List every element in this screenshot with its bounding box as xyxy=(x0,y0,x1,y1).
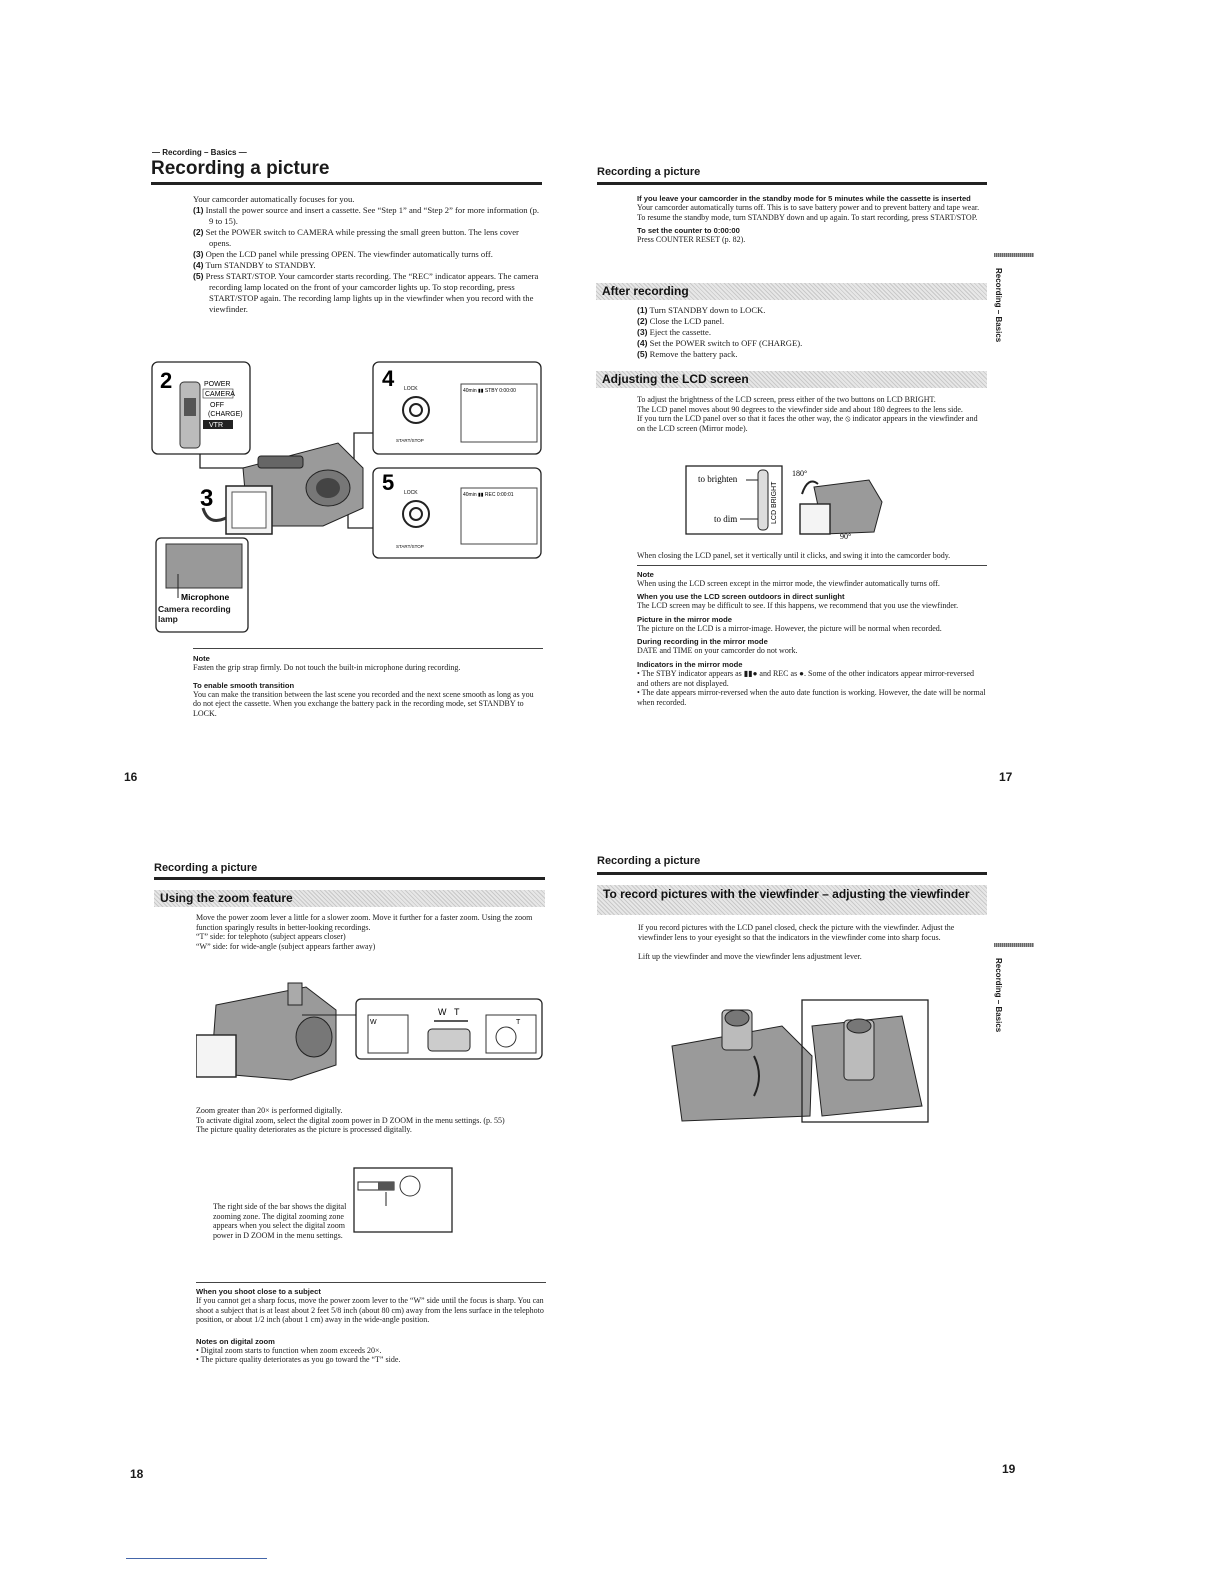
charge-label: (CHARGE) xyxy=(208,411,243,418)
side-tab-marker xyxy=(994,253,1034,257)
lock-label: LOCK xyxy=(404,490,418,496)
w-label: W xyxy=(370,1019,377,1026)
sun-heading: When you use the LCD screen outdoors in direct sunlight xyxy=(637,592,845,602)
mirror-heading: Picture in the mirror mode xyxy=(637,614,732,624)
digital-para: To activate digital zoom, select the digital zoom power in D ZOOM in the menu settings. (p. 55) xyxy=(196,1115,505,1125)
microphone-label: Microphone xyxy=(181,592,230,602)
power-switch-knob xyxy=(184,398,196,416)
page-number-16: 16 xyxy=(124,770,138,784)
note-rule xyxy=(637,565,987,566)
p16-notes xyxy=(193,650,543,718)
indicator-bullet: • The date appears mirror-reversed when the auto date function is working. However, the date will be normal when recorded. xyxy=(637,688,986,707)
bar-note: The right side of the bar shows the digital zooming zone. The digital zooming zone appears when you select the digital zoom power in D ZOOM in the menu settings. xyxy=(213,1202,347,1240)
lock-label: LOCK xyxy=(404,386,418,392)
p18-digital-text xyxy=(196,1106,546,1135)
lcd-bright-buttons xyxy=(758,470,768,530)
side-tab-marker xyxy=(994,943,1034,947)
t-label: T xyxy=(454,1007,460,1017)
mirror-rec-text: DATE and TIME on your camcorder do not work. xyxy=(637,646,798,656)
page-number-19: 19 xyxy=(1002,1462,1016,1476)
note-heading: Note xyxy=(193,654,210,663)
zoom-illustration xyxy=(196,975,546,1085)
startstop-label: START/STOP xyxy=(396,438,424,443)
intro-text: Your camcorder automatically focuses for you. xyxy=(193,194,355,204)
step4-number: 4 xyxy=(382,366,395,391)
viewfinder-illustration xyxy=(662,996,932,1126)
close-text: If you cannot get a sharp focus, move the power zoom lever to the “W” side until the focus is sharp. You can shoot a subject that is at least about 2 feet 5/8 inch (about 80 cm) away from the lens surface in the telephoto position, or about 1/2 inch (about 1 cm) away in the wide-angle position. xyxy=(196,1296,544,1325)
digital-zoom-box xyxy=(354,1168,452,1232)
lcd-para: If you turn the LCD panel over so that it faces the other way, the ⦸ indicator appears in the viewfinder and on the LCD screen (Mirror mode). xyxy=(637,414,978,433)
vtr-label: VTR xyxy=(209,422,223,429)
camera-label: CAMERA xyxy=(205,391,235,398)
standby-heading: If you leave your camcorder in the standby mode for 5 minutes while the cassette is inserted xyxy=(637,194,971,203)
close-heading: When you shoot close to a subject xyxy=(196,1287,321,1296)
step2-number: 2 xyxy=(160,368,173,393)
camcorder-front-detail xyxy=(166,544,242,588)
after-recording-band: After recording xyxy=(596,283,987,300)
digital-zoom-bar-illustration xyxy=(352,1166,456,1236)
viewfinder-para: Lift up the viewfinder and move the viewfinder lens adjustment lever. xyxy=(638,952,862,962)
counter-heading: To set the counter to 0:00:00 xyxy=(637,226,740,236)
camera-recording-lamp-label: Camera recording lamp xyxy=(158,604,231,624)
zoom-para: Move the power zoom lever a little for a slower zoom. Move it further for a faster zoom. Using the zoom function sparingly results in better-looking recordings. xyxy=(196,913,533,932)
closing-text: When closing the LCD panel, set it vertically until it clicks, and swing it into the camcorder body. xyxy=(637,551,951,560)
note-heading: Note xyxy=(637,569,654,579)
stby-osd: 40min ▮▮ STBY 0:00:00 xyxy=(463,388,516,394)
note-text: Fasten the grip strap firmly. Do not touch the built-in microphone during recording. xyxy=(193,663,461,672)
zoom-lever xyxy=(288,983,302,1005)
subject-face-icon xyxy=(400,1176,420,1196)
dim-label: to dim xyxy=(714,514,738,524)
digital-zoom-heading: Notes on digital zoom xyxy=(196,1336,275,1346)
page-title: Recording a picture xyxy=(151,158,330,179)
page-number-18: 18 xyxy=(130,1467,144,1481)
step3-number: 3 xyxy=(200,485,214,512)
step-item: (1) Install the power source and insert a cassette. See “Step 1” and “Step 2” for more information (p. 9 to 15). xyxy=(193,205,540,226)
lcd-para: The LCD panel moves about 90 degrees to the viewfinder side and about 180 degrees to the lens side. xyxy=(637,404,963,414)
title-rule xyxy=(154,877,545,880)
lcd-para: To adjust the brightness of the LCD screen, press either of the two buttons on LCD BRIGHT. xyxy=(637,395,936,404)
p17-standby-block xyxy=(637,194,987,245)
w-side-text: “W” side: for wide-angle (subject appears farther away) xyxy=(196,941,376,951)
zoom-lever-detail xyxy=(428,1029,470,1051)
indicator-bullet: • The STBY indicator appears as ▮▮● and REC as ●. Some of the other indicators appear mirror-reversed and others are not displayed. xyxy=(637,668,975,688)
step-list xyxy=(193,205,543,315)
after-step-item: (2) Close the LCD panel. xyxy=(637,316,725,326)
counter-text: Press COUNTER RESET (p. 82). xyxy=(637,235,746,245)
title-rule xyxy=(597,872,987,875)
viewfinder-band: To record pictures with the viewfinder – adjusting the viewfinder xyxy=(597,885,987,915)
title-rule xyxy=(151,182,542,185)
standby-text: Your camcorder automatically turns off. This is to save battery power and to prevent battery and tape wear. To resume the standby mode, turn STANDBY down and up again. To start recording, press START/STOP. xyxy=(637,203,980,222)
page-number-17: 17 xyxy=(999,770,1013,784)
step-item: (2) Set the POWER switch to CAMERA while pressing the small green button. The lens cover opens. xyxy=(193,227,519,248)
t-label: T xyxy=(516,1019,521,1026)
lamp-label-holder xyxy=(158,604,248,630)
page-title: Recording a picture xyxy=(154,862,258,874)
lcd-bright-illustration xyxy=(684,462,884,542)
after-step-list xyxy=(637,305,977,360)
side-tab-label: Recording – Basics xyxy=(994,268,1003,343)
after-step-item: (3) Eject the cassette. xyxy=(637,327,711,337)
note-rule xyxy=(193,648,543,649)
p17-after-steps xyxy=(637,305,977,360)
p17-lcd-text xyxy=(637,395,987,433)
note-text: When using the LCD screen except in the mirror mode, the viewfinder automatically turns off. xyxy=(637,578,940,588)
step-item: (3) Open the LCD panel while pressing OPEN. The viewfinder automatically turns off. xyxy=(193,249,493,259)
title-rule xyxy=(597,182,987,185)
sun-text: The LCD screen may be difficult to see. If this happens, we recommend that you use the viewfinder. xyxy=(637,601,959,611)
p18-zoom-text xyxy=(196,913,546,951)
rec-osd: 40min ▮▮ REC 0:00:01 xyxy=(463,492,514,498)
tele-screen xyxy=(486,1015,536,1053)
brighten-label: to brighten xyxy=(698,474,738,484)
digital-zoom-bullet: • The picture quality deteriorates as you go toward the “T” side. xyxy=(196,1355,401,1365)
page-title: Recording a picture xyxy=(597,855,701,867)
deg90-label: 90° xyxy=(840,532,852,541)
bar-note-holder xyxy=(213,1202,353,1240)
mirror-rec-heading: During recording in the mirror mode xyxy=(637,637,768,647)
digital-para: Zoom greater than 20× is performed digitally. xyxy=(196,1106,343,1115)
after-step-item: (5) Remove the battery pack. xyxy=(637,349,738,359)
camcorder-illustration xyxy=(672,1010,812,1121)
digital-zoom-bullet: • Digital zoom starts to function when zoom exceeds 20×. xyxy=(196,1345,382,1355)
t-side-text: “T” side: for telephoto (subject appears closer) xyxy=(196,932,346,942)
off-label: OFF xyxy=(210,402,224,409)
p16-intro-block xyxy=(193,194,543,315)
p19-text xyxy=(638,923,988,962)
mirror-text: The picture on the LCD is a mirror-image. However, the picture will be normal when recorded. xyxy=(637,623,942,633)
startstop-label: START/STOP xyxy=(396,544,424,549)
digital-zone xyxy=(378,1182,394,1190)
smooth-text: You can make the transition between the last scene you recorded and the next scene smooth as long as you do not eject the cassette. When you exchange the battery pack in the recording mode, set STANDBY to LOCK. xyxy=(193,689,534,718)
step-item: (5) Press START/STOP. Your camcorder starts recording. The “REC” indicator appears. The camera recording lamp located on the front of your camcorder lights up. To stop recording, press START/STOP again. The recording lamp lights up in the viewfinder when you record with the viewfinder. xyxy=(193,271,539,314)
after-step-item: (1) Turn STANDBY down to LOCK. xyxy=(637,305,766,315)
breadcrumb: — Recording – Basics — xyxy=(152,148,247,157)
connector-line xyxy=(354,433,373,463)
zoom-band: Using the zoom feature xyxy=(154,890,545,907)
lcd-bright-label: LCD BRIGHT xyxy=(771,481,778,524)
side-tab-label: Recording – Basics xyxy=(994,958,1003,1033)
smooth-heading: To enable smooth transition xyxy=(193,680,295,690)
digital-para: The picture quality deteriorates as the picture is processed digitally. xyxy=(196,1125,412,1135)
footer-link-rule xyxy=(126,1558,267,1559)
step5-number: 5 xyxy=(382,470,395,495)
viewfinder-para: If you record pictures with the LCD panel closed, check the picture with the viewfinder. Adjust the viewfinder lens to your eyesight so that the indicators in the viewfinder come into sharp focus. xyxy=(638,923,955,942)
step-item: (4) Turn STANDBY to STANDBY. xyxy=(193,260,316,270)
page-title: Recording a picture xyxy=(597,166,701,178)
camcorder-rotation-illustration xyxy=(800,480,882,534)
indicators-heading: Indicators in the mirror mode xyxy=(637,659,743,669)
after-step-item: (4) Set the POWER switch to OFF (CHARGE). xyxy=(637,338,803,348)
camcorder-illustration xyxy=(196,983,336,1080)
camcorder-illustration xyxy=(226,443,363,534)
power-label: POWER xyxy=(204,381,231,388)
recording-steps-illustration xyxy=(148,358,548,638)
w-label: W xyxy=(438,1007,447,1017)
adjusting-lcd-band: Adjusting the LCD screen xyxy=(596,371,987,388)
deg180-label: 180° xyxy=(792,469,808,478)
p18-notes xyxy=(196,1283,546,1365)
p17-notes xyxy=(637,551,987,707)
